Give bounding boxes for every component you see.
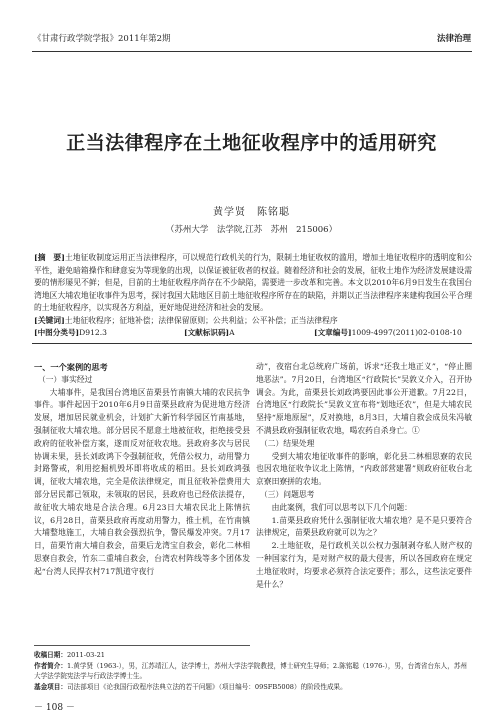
paragraph: 动”，夜宿台北总统府广场前，诉求“还我土地正义”，“停止圈地恶法”。7月20日，台湾地区“行政院长”吴敦义介入，召开协调会。为此，苗栗县长刘政鸿要因此事公开道歉。7月22日，台湾地区“行政院长”吴敦义宣布将“划地还农”，但是大埔农民坚持“原地原屋”，反对换地，8月3日，大埔自救会成员朱冯敏不满县政府强制征收农地，喝农药自杀身亡。① <box>256 362 472 435</box>
section-heading: 一、一个案例的思考 <box>34 362 108 372</box>
authors: 黄学贤 陈铭聪 <box>213 207 290 218</box>
meta-rule <box>32 343 472 344</box>
running-header <box>33 32 471 46</box>
author-bio: 作者简介：1.黄学贤（1963-），男，江苏靖江人，法学博士，苏州大学法学院教授，博士研究生导师；2.陈铭聪（1976-），男，台湾省台东人，苏州大学法学院宪法学与行政法学博士生。 <box>34 661 468 680</box>
subsection-heading: （二）结果处理 <box>259 438 315 448</box>
keywords-text: 土地征收程序；征地补偿；法律保留原则；公共利益；公平补偿；正当法律程序 <box>64 315 338 325</box>
header-rule <box>32 51 472 52</box>
keywords-label: [关键词] <box>34 315 65 325</box>
journal-issue: 《甘肃行政学院学报》2011年第2期 <box>33 34 171 44</box>
clc-number: [中图分类号]D912.3 <box>34 328 107 337</box>
right-column <box>256 361 472 591</box>
abstract-text: 土地征收制度运用正当法律程序，可以规范行政机关的行为，限制土地征收权的滥用，增加土地征收程序的透明度和公平性，避免暗箱操作和肆意妄为等现象的出现，以保证被征收者的权益。随着经济和社会的发展，征收土地作为经济发展建设需要的情形屡见不鲜；但是，目前的土地征收程序尚存在不少缺陷，需要进一步改革和完善。本文以2010年6月9日发生在我国台湾地区大埔农地征收事件为思考，探讨我国大陆地区目前土地征收程序所存在的缺陷，并期以正当法律程序来建构我国公平合理的土地征收程序，以实现各方利益，更好地促进经济和社会的发展。 <box>34 253 472 313</box>
paragraph: 受到大埔农地征收事件的影响，彰化县二林相思寮的农民也因农地征收争议北上陈情，“内政部营建署”则政府征收台北京寮田寮拼的农地。 <box>256 451 472 487</box>
abstract-label: [摘 要] <box>34 253 65 262</box>
article-number: [文章编号]1009-4997(2011)02-0108-10 <box>314 328 462 337</box>
fund-info: 基金项目：司法部项目《论我国行政程序法典立法的若干问题》（项目编号：09SFB5008）的阶段性成果。 <box>34 682 347 691</box>
subsection-heading: （一）事实经过 <box>37 374 93 384</box>
section-name: 法律治理 <box>436 34 471 44</box>
received-date: 收稿日期：2011-03-21 <box>34 651 105 659</box>
document-code: [文献标识码]A <box>184 328 235 337</box>
paragraph: 由此案例，我们可以思考以下几个问题： <box>271 502 412 512</box>
page-number: － 108 － <box>34 703 75 713</box>
paragraph: 1.苗栗县政府凭什么强制征收大埔农地？是不是只要符合法律规定，苗栗县政府就可以为之？ <box>256 515 472 538</box>
affiliation: （苏州大学 法学院,江苏 苏州 215006） <box>165 225 338 235</box>
left-column <box>34 361 250 579</box>
subsection-heading: （三）问题思考 <box>259 489 315 499</box>
footnote-rule <box>34 645 250 646</box>
paragraph: 大埔事件，是我国台湾地区苗栗县竹南镇大埔的农民抗争事件。事件起因于2010年6月9日苗栗县政府为促进地方经济发展，增加居民就业机会，计划扩大新竹科学园区竹南基地，强制征收大埔农地。部分居民不愿意土地被征收，拒绝接受县政府的征收补偿方案，遂而反对征收农地。县政府多次与居民协调未果，县长刘政鸿下令强制征收，凭借公权力，动用警力封路警戒，利用挖掘机毁坏即将收成的稻田。县长刘政鸿强调，征收大埔农地，完全是依法律规定，而且征收补偿费用大部分居民都已领取，未领取的居民，县政府也已经依法提存，故征收大埔农地是合法合理。6月23日大埔农民北上陈情抗议，6月28日，苗栗县政府再度动用警力，推土机，在竹南镇大埔整地施工，大埔自救会强烈抗争，警民爆发冲突。7月17日，苗栗竹南大埔自救会，苗栗后龙湾宝自救会，彰化二林相思寮自救会，竹东二重埔自救会，台湾农村阵线等多个团体发起“台湾人民捍衣村717凯道守夜行 <box>34 387 250 576</box>
abstract-block <box>34 252 472 328</box>
article-title: 正当法律程序在土地征收程序中的适用研究 <box>66 132 437 154</box>
paragraph: 2.土地征收，是行政机关以公权力强制剥夺私人财产权的一种国家行为，是对财产权的最大侵害，所以各国政府在规定土地征收时，均要求必须符合法定要件；那么，这些法定要件是什么？ <box>256 541 472 589</box>
footnote-block <box>34 650 472 692</box>
